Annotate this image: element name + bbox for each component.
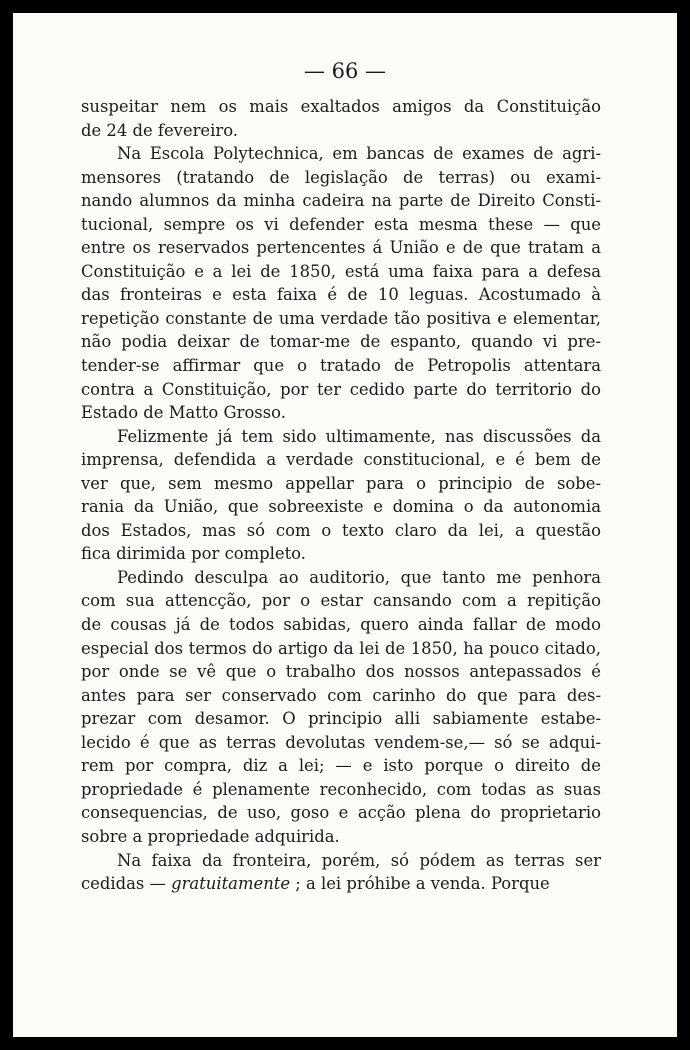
text-line: especial dos termos do artigo da lei de 1850, ha pouco citado, — [81, 638, 601, 658]
text-line: tender-se affirmar que o tratado de Petropolis attentara — [81, 356, 601, 376]
text-line: Na faixa da fronteira, porém, só pódem as terras ser — [117, 850, 601, 870]
text-line: sobre a propriedade adquirida. — [81, 826, 340, 846]
page-number: — 66 — — [303, 59, 387, 83]
text-line: Na Escola Polytechnica, em bancas de exames de agri- — [117, 144, 601, 164]
paragraph — [81, 142, 601, 425]
text-line: Constituição e a lei de 1850, está uma faixa para a defesa — [81, 261, 601, 281]
text-line: antes para ser conservado com carinho do que para des- — [81, 685, 601, 705]
text-line: imprensa, defendida a verdade constitucional, e é bem de — [81, 450, 601, 470]
paragraph — [81, 95, 601, 142]
text-line: com sua attencção, por o estar cansando com a repitição — [81, 591, 601, 611]
text-line: rania da União, que sobreexiste e domina o da autonomia — [81, 497, 601, 517]
text-line: tucional, sempre os vi defender esta mesma these — que — [81, 214, 601, 234]
text-line: lecido é que as terras devolutas vendem-se,— só se adqui- — [81, 732, 601, 752]
text-line: consequencias, de uso, goso e acção plena do proprietario — [81, 803, 601, 823]
text-line: Felizmente já tem sido ultimamente, nas discussões da — [117, 426, 601, 446]
paragraph — [81, 566, 601, 849]
text-line: suspeitar nem os mais exaltados amigos da Constituição — [81, 97, 601, 116]
paragraph — [81, 849, 601, 896]
book-page — [13, 13, 677, 1037]
text-line: entre os reservados pertencentes á União e de que tratam a — [81, 238, 601, 258]
text-line: ver que, sem mesmo appellar para o principio de sobe- — [81, 473, 601, 493]
text-line: repetição constante de uma verdade tão positiva e elementar, — [81, 308, 601, 328]
text-line: rem por compra, diz a lei; — e isto porque o direito de — [81, 756, 601, 776]
text-line: Estado de Matto Grosso. — [81, 403, 286, 423]
italic-text: gratuitamente — [171, 874, 291, 894]
body-text — [81, 95, 601, 896]
text-line: de cousas já de todos sabidas, quero ainda fallar de modo — [81, 615, 601, 635]
text-line: propriedade é plenamente reconhecido, com todas as suas — [81, 779, 601, 799]
text-line: nando alumnos da minha cadeira na parte de Direito Consti- — [81, 191, 601, 211]
text-line: dos Estados, mas só com o texto claro da lei, a questão — [81, 520, 601, 540]
text-line: prezar com desamor. O principio alli sabiamente estabe- — [81, 709, 601, 729]
text-line: cedidas — gratuitamente ; a lei próhibe a venda. Porque — [81, 874, 550, 894]
text-line: por onde se vê que o trabalho dos nossos antepassados é — [81, 662, 601, 682]
text-line: Pedindo desculpa ao auditorio, que tanto me penhora — [117, 567, 601, 587]
text-line: fica dirimida por completo. — [81, 544, 306, 564]
text-line: não podia deixar de tomar-me de espanto, quando vi pre- — [81, 332, 601, 352]
paragraph — [81, 425, 601, 566]
text-line: contra a Constituição, por ter cedido parte do territorio do — [81, 379, 601, 399]
text-line: de 24 de fevereiro. — [81, 120, 238, 140]
text-line: mensores (tratando de legislação de terras) ou exami- — [81, 167, 601, 187]
text-line: das fronteiras e esta faixa é de 10 leguas. Acostumado à — [81, 285, 601, 305]
